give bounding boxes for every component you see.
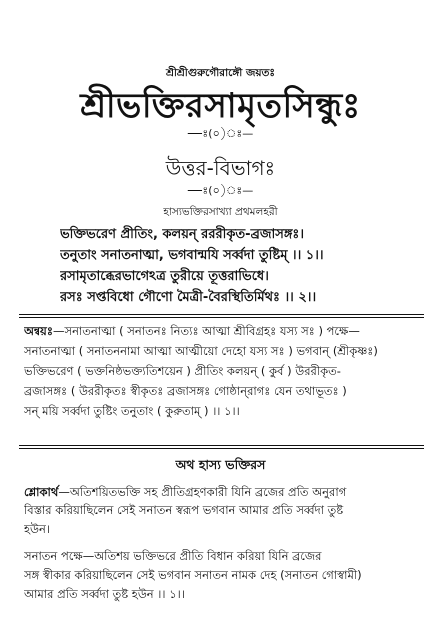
commentary-line: ভক্তিভরেণ ( ভক্তনিষ্ঠভক্ত্যতিশয়েন ) প্রীতিং কলয়ন্ ( কুর্ব ) উররীকৃত- — [24, 364, 341, 378]
subheading: অথ হাস্য ভক্তিরস — [175, 457, 266, 472]
divider-rule — [19, 445, 424, 446]
commentary-head: অন্বয়ঃ — [24, 324, 53, 338]
wave-heading: হাস্যভক্তিরসাখ্যা প্রথমলহরী — [163, 206, 278, 218]
translation-line: সঙ্গ স্বীকার করিয়াছিলেন সেই ভগবান সনাতন নামক দেহ (সনাতন গোস্বামী) — [24, 568, 362, 582]
commentary-line: সনাতনাত্মা ( সনাতননামা আত্মা আত্মীয়ো দেহো যস্য সঃ ) ভগবান্ (শ্রীকৃষ্ণঃ) — [24, 344, 378, 358]
verse-line: তনুতাং সনাতনাত্মা, ভগবান্মযি সর্ব্বদা তুষ্টিম্ ।। ১।। — [60, 248, 324, 263]
divider-rule — [19, 448, 424, 449]
ornament-separator: —ঃ(০)ঃ— — [187, 184, 254, 197]
translation-line — [24, 484, 424, 503]
divider-rule — [19, 317, 424, 318]
verse-line: রসঃ সপ্তবিধো গৌণো মৈত্রী-বৈরস্থিতির্মিথঃ ।। ২।। — [60, 290, 317, 305]
verse-line: ভক্তিভরেণ প্রীতিং, কলয়ন্ রররীকৃত-ব্রজাসঙ্গঃ। — [60, 227, 305, 242]
section-heading: উত্তর-বিভাগঃ — [165, 156, 276, 180]
translation-line: বিস্তার করিয়াছিলেন সেই সনাতন স্বরূপ ভগবান আমার প্রতি সর্ব্বদা তুষ্ট — [24, 503, 344, 517]
commentary-line: ব্রজাসঙ্গঃ ( উররীকৃতঃ স্বীকৃতঃ ব্রজাসঙ্গঃ গোষ্ঠান্‌রাগঃ যেন তথাভূতঃ ) — [24, 384, 347, 398]
book-title: শ্রীভক্তিরসামৃতসিন্ধুঃ — [80, 86, 361, 126]
ornament-separator: —ঃ(০)ঃ— — [187, 127, 254, 140]
commentary-line — [24, 323, 424, 342]
verse-line: রসামৃতাব্ধেরভাগেঽত্র তুরীয়ে তূত্তরাভিধে। — [60, 269, 269, 284]
commentary-line: সন্ ময়ি সর্ব্বদা তুষ্টিং তনুতাং ( কুরুতাম্ ) ।। ১।। — [24, 404, 240, 418]
divider-rule — [19, 314, 424, 315]
commentary-text: —সনাতনাত্মা ( সনাতনঃ নিত্যঃ আত্মা শ্রীবিগ্রহঃ যস্য সঃ ) পক্ষে— — [52, 324, 360, 338]
translation-line: হউন। — [24, 522, 50, 536]
translation-head: শ্লোকার্থ — [24, 485, 59, 499]
blessing-line: শ্রীশ্রীগুরুগৌরাঙ্গৌ জয়তঃ — [165, 67, 276, 79]
translation-text: —অতিশয়িতভক্তি সহ প্রীতিগ্রহণকারী যিনি ব্রজের প্রতি অনুরাগ — [58, 485, 347, 499]
translation-line: আমার প্রতি সর্ব্বদা তুষ্ট হউন ।। ১।। — [24, 587, 185, 601]
translation-line: সনাতন পক্ষে—অতিশয় ভক্তিভরে প্রীতি বিধান করিয়া যিনি ব্রজের — [24, 549, 322, 563]
